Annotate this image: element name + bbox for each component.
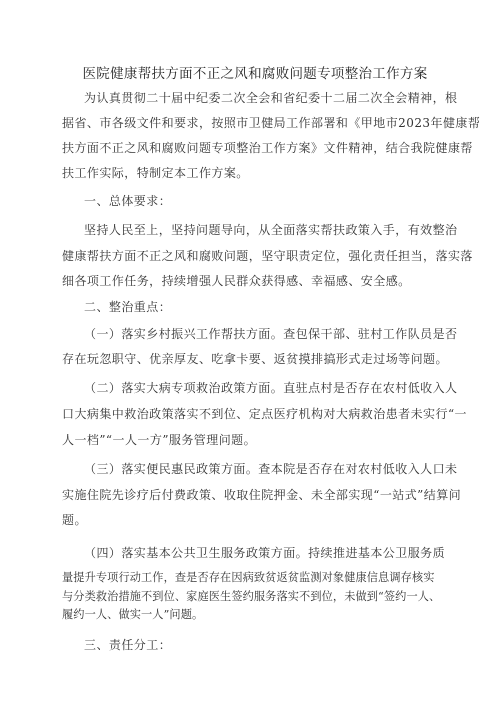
paragraph-line: 与分类救治措施不到位、家庭医生签约服务落实不到位，未做到“签约一人、 xyxy=(62,590,441,603)
paragraph-line: 据省、市各级文件和要求，按照市卫健局工作部署和《甲地市2023年健康帮 xyxy=(62,116,481,130)
section-heading: 一、总体要求： xyxy=(84,194,172,208)
paragraph-line: 存在玩忽职守、优亲厚友、吃拿卡要、返贫摸排搞形式走过场等问题。 xyxy=(62,352,448,366)
paragraph-line: 履约一人、做实一人”问题。 xyxy=(62,608,204,621)
paragraph-line: 量提升专项行动工作，查是否存在因病致贫返贫监测对象健康信息调存核实 xyxy=(62,571,435,584)
paragraph-line: 人一档”“一人一方”服务管理问题。 xyxy=(62,433,257,447)
paragraph-line: 扶工作实际，特制定本工作方案。 xyxy=(62,166,249,180)
paragraph-line: 坚持人民至上，坚持问题导向，从全面落实帮扶政策入手，有效整治 xyxy=(84,223,458,237)
document-title: 医院健康帮扶方面不正之风和腐败问题专项整治工作方案 xyxy=(82,66,428,82)
paragraph-line: 细各项工作任务，持续增强人民群众获得感、幸福感、安全感。 xyxy=(62,274,411,288)
paragraph-line: 扶方面不正之风和腐败问题专项整治工作方案》文件精神，结合我院健康帮 xyxy=(62,141,473,155)
paragraph-line: 题。 xyxy=(62,513,87,527)
paragraph-line: （三）落实便民惠民政策方面。查本院是否存在对农村低收入人口未 xyxy=(84,462,458,476)
paragraph-line: 为认真贯彻二十届中纪委二次全会和省纪委十二届二次全会精神，根 xyxy=(84,91,458,105)
paragraph-line: 健康帮扶方面不正之风和腐败问题，坚守职责定位，强化责任担当，落实落 xyxy=(62,249,473,263)
section-heading: 三、责任分工： xyxy=(84,638,172,652)
paragraph-line: 口大病集中救治政策落实不到位、定点医疗机构对大病救治患者未实行“一 xyxy=(62,407,467,421)
paragraph-line: （二）落实大病专项救治政策方面。直驻点村是否存在农村低收入人 xyxy=(84,381,458,395)
paragraph-line: （四）落实基本公共卫生服务政策方面。持续推进基本公卫服务质 xyxy=(84,546,446,560)
paragraph-line: 实施住院先诊疗后付费政策、收取住院押金、未全部实现“一站式”结算问 xyxy=(62,488,462,502)
section-heading: 二、整治重点： xyxy=(84,300,172,314)
paragraph-line: （一）落实乡村振兴工作帮扶方面。查包保干部、驻村工作队员是否 xyxy=(84,327,458,341)
